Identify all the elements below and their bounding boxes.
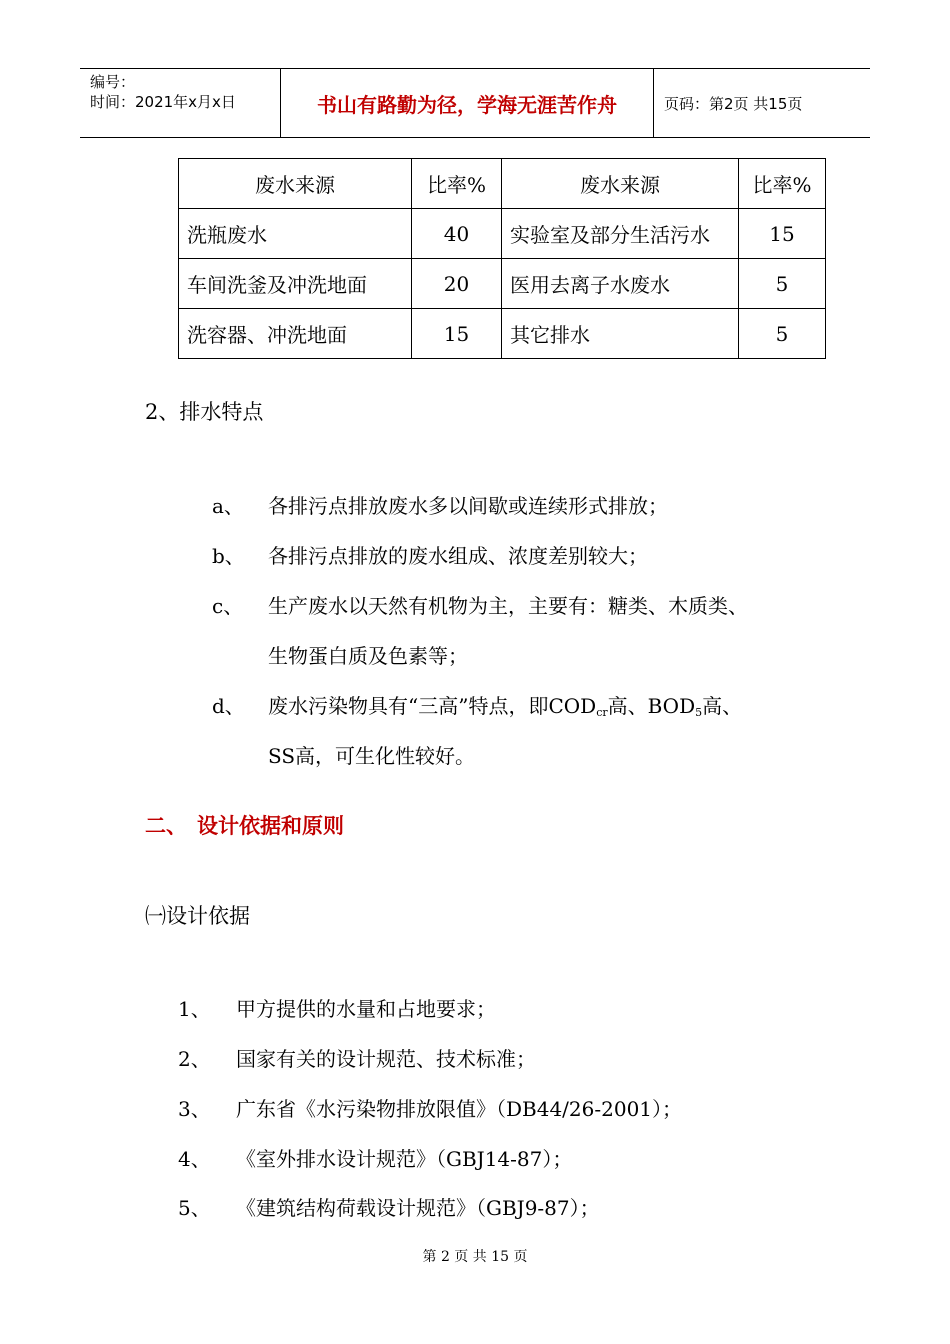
list-item: 各排污点排放废水多以间歇或连续形式排放； (268, 494, 668, 518)
list-item: 广东省《水污染物排放限值》（DB44/26-2001）； (236, 1097, 683, 1121)
table-cell: 20 (412, 259, 502, 309)
list-item-continuation: SS高，可生化性较好。 (268, 744, 476, 768)
list-item: 国家有关的设计规范、技术标准； (236, 1047, 536, 1071)
table-cell: 医用去离子水废水 (502, 259, 739, 309)
chapter-marker: 二、 (145, 814, 187, 838)
table-cell: 洗容器、冲洗地面 (179, 309, 412, 359)
text-part: 高、BOD (607, 694, 696, 718)
table-cell: 实验室及部分生活污水 (502, 209, 739, 259)
wastewater-source-table (178, 158, 826, 359)
text-part: 高、 (702, 694, 743, 718)
table-cell: 15 (739, 209, 826, 259)
header-motto: 书山有路勤为径，学海无涯苦作舟 (281, 69, 654, 137)
table-header-cell: 比率% (412, 159, 502, 209)
table-cell: 40 (412, 209, 502, 259)
list-item: 《室外排水设计规范》（GBJ14-87）； (236, 1147, 573, 1171)
table-cell: 5 (739, 259, 826, 309)
list-item: 《建筑结构荷载设计规范》（GBJ9-87）； (236, 1196, 600, 1220)
table-header-cell: 比率% (739, 159, 826, 209)
table-row (179, 209, 826, 259)
table-header-cell: 废水来源 (179, 159, 412, 209)
table-cell: 洗瓶废水 (179, 209, 412, 259)
list-item-continuation: 生物蛋白质及色素等； (268, 644, 468, 668)
header-page-info: 页码：第2页 共15页 (664, 94, 803, 113)
header-meta (80, 69, 281, 137)
subscript: cr (596, 706, 608, 719)
header-time: 时间：2021年x月x日 (90, 93, 236, 111)
table-cell: 5 (739, 309, 826, 359)
table-header-row (179, 159, 826, 209)
table-cell: 15 (412, 309, 502, 359)
list-marker: 4、 (178, 1147, 211, 1171)
header-number: 编号： (90, 73, 136, 91)
list-marker: 1、 (178, 997, 211, 1021)
page-footer: 第 2 页 共 15 页 (422, 1249, 528, 1265)
list-marker: 2、 (178, 1047, 211, 1071)
list-marker: b、 (212, 544, 245, 568)
table-cell: 车间洗釜及冲洗地面 (179, 259, 412, 309)
subsection-heading: ㈠设计依据 (145, 904, 250, 928)
list-item (268, 690, 742, 719)
list-marker: 5、 (178, 1196, 211, 1220)
list-item: 生产废水以天然有机物为主，主要有：糖类、木质类、 (268, 594, 748, 618)
table-row (179, 259, 826, 309)
table-row (179, 309, 826, 359)
subscript: 5 (695, 706, 703, 719)
page-header (80, 68, 870, 138)
list-marker: d、 (212, 694, 245, 718)
list-item: 甲方提供的水量和占地要求； (236, 997, 496, 1021)
section-heading: 2、排水特点 (145, 400, 264, 424)
table-header-cell: 废水来源 (502, 159, 739, 209)
text-part: 废水污染物具有“三高”特点，即COD (268, 694, 597, 718)
chapter-title: 设计依据和原则 (197, 814, 344, 838)
list-item: 各排污点排放的废水组成、浓度差别较大； (268, 544, 648, 568)
list-marker: a、 (212, 494, 244, 518)
list-marker: c、 (212, 594, 244, 618)
table-cell: 其它排水 (502, 309, 739, 359)
list-marker: 3、 (178, 1097, 211, 1121)
